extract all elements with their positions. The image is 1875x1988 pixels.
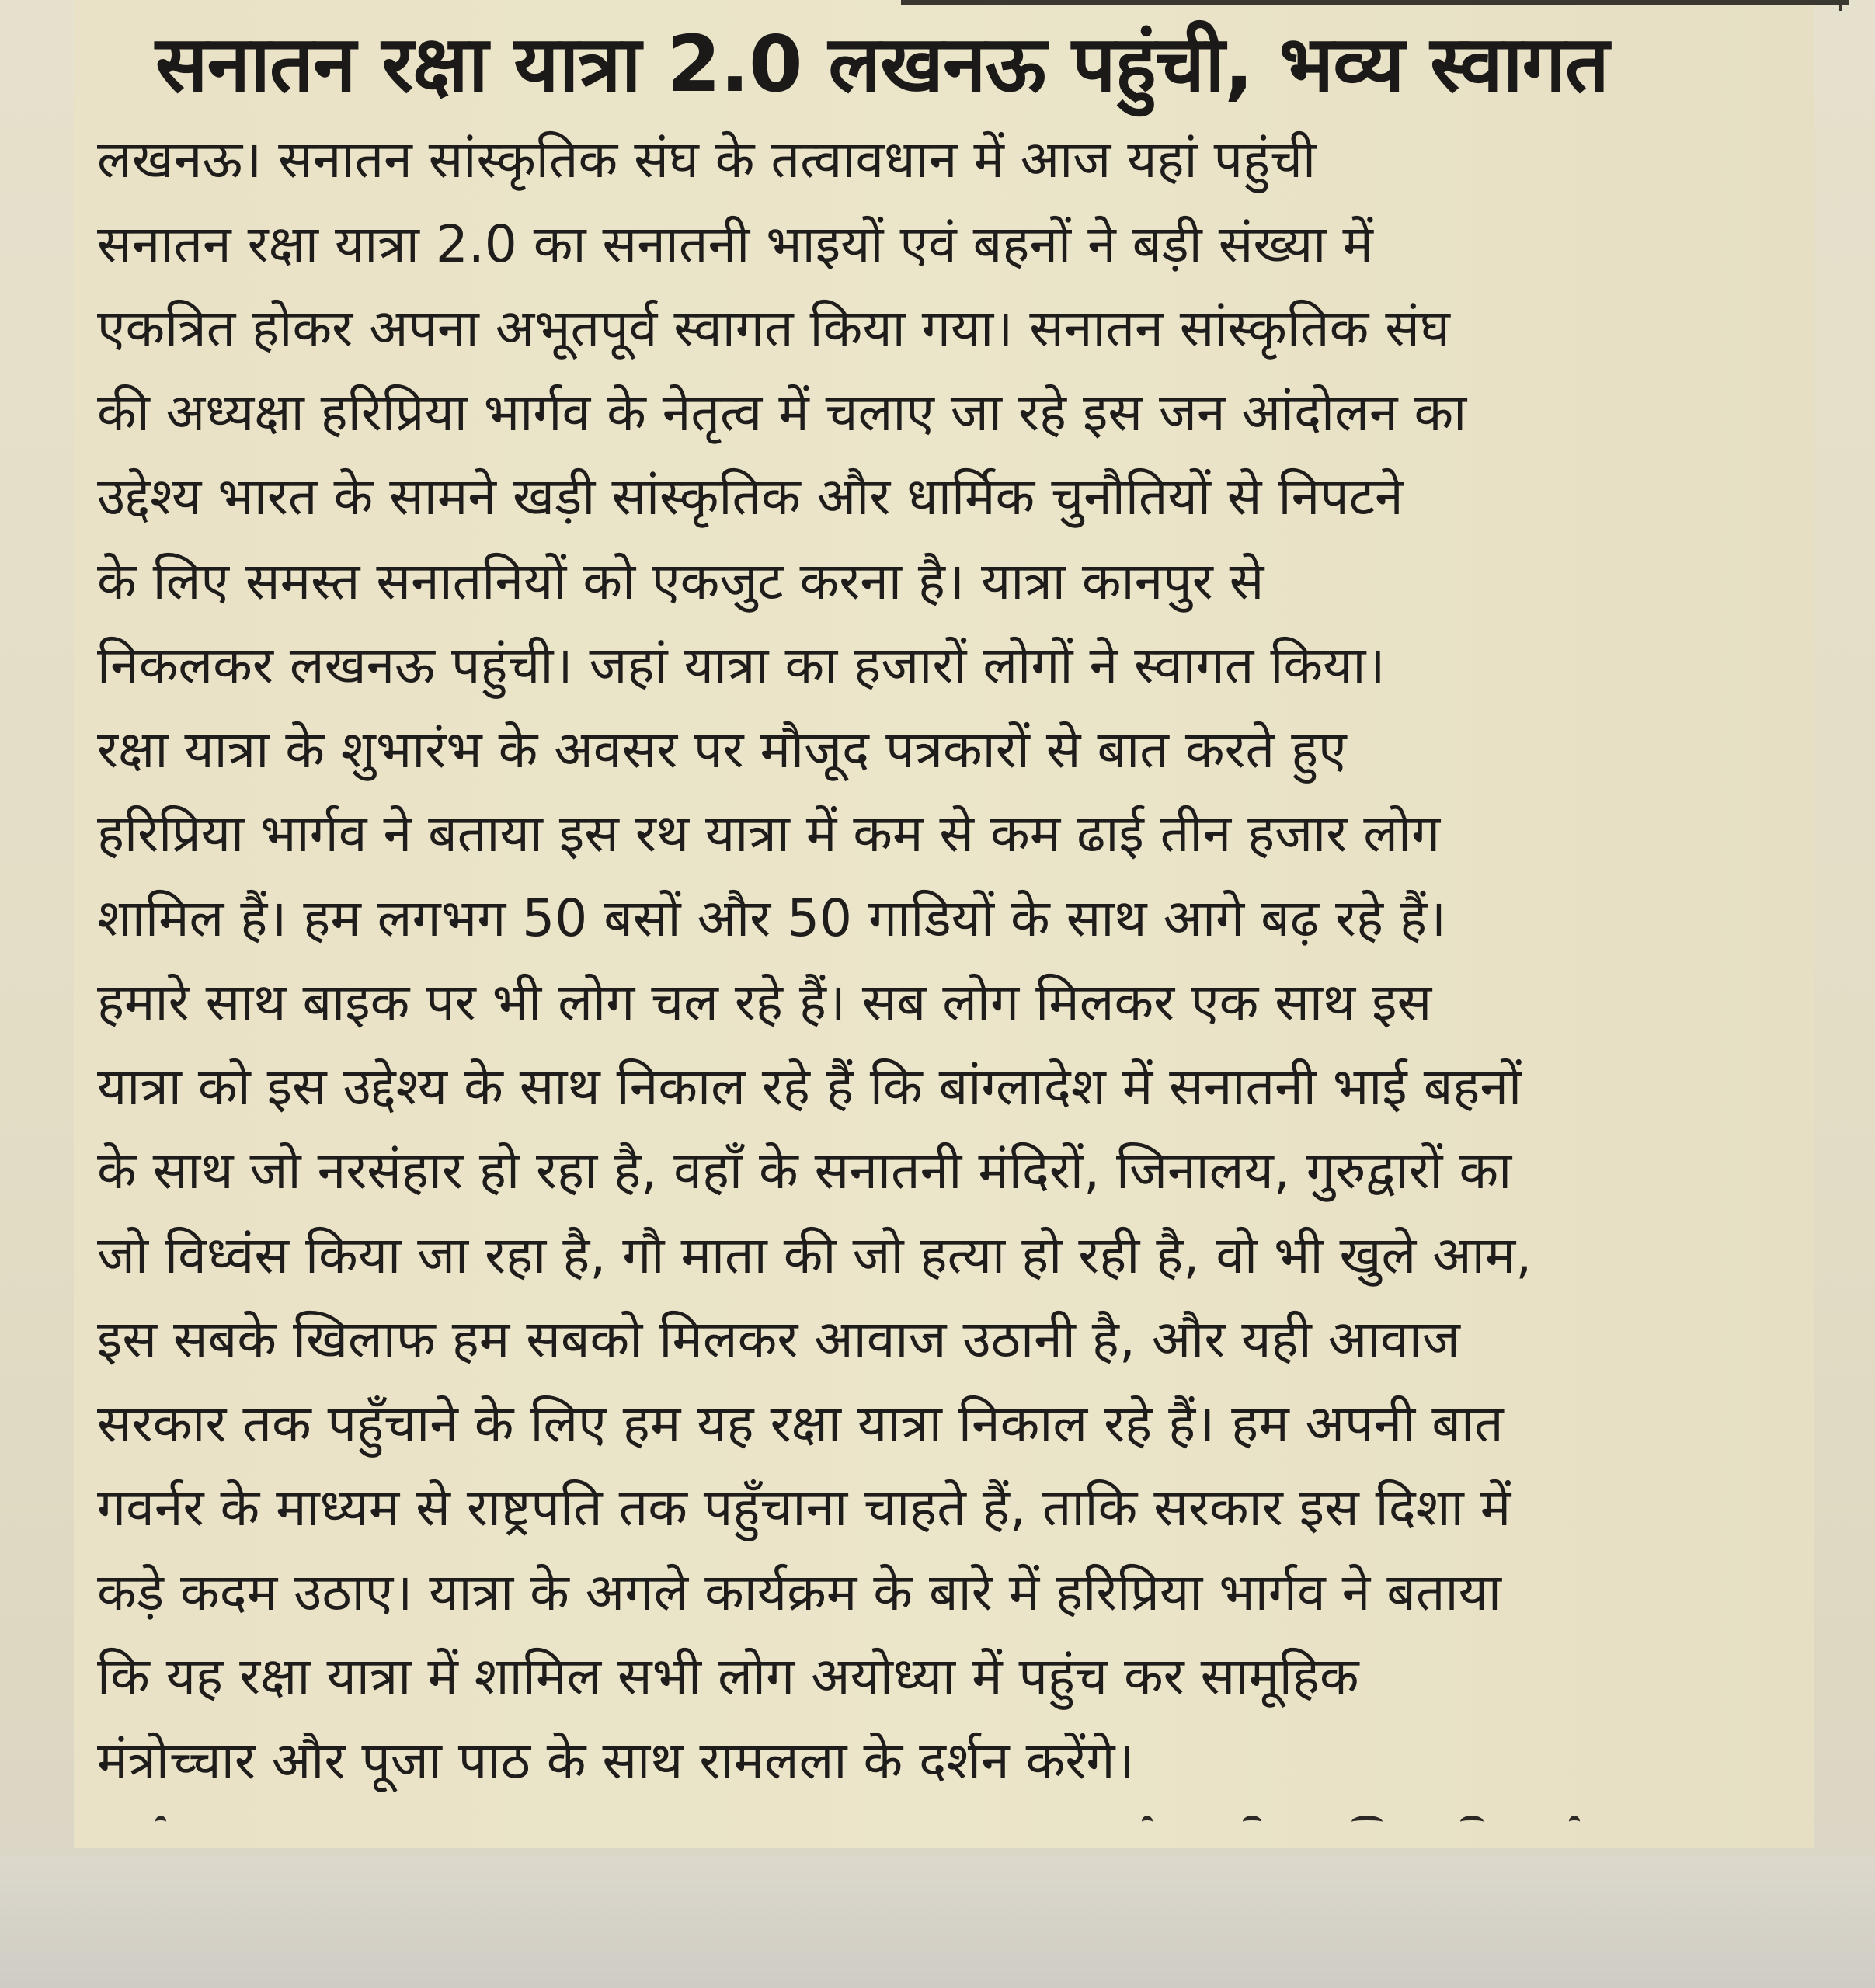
body-line-12: यात्रा को इस उद्देश्य के साथ निकाल रहे हैं कि बांग्लादेश में सनातनी भाई बहनों: [97, 1056, 1522, 1117]
column-divider-rule: [1839, 0, 1842, 11]
body-line-7: निकलकर लखनऊ पहुंची। जहां यात्रा का हजारों लोगों ने स्वागत किया।: [97, 635, 1386, 695]
body-line-9: हरिप्रिया भार्गव ने बताया इस रथ यात्रा में कम से कम ढाई तीन हजार लोग: [97, 804, 1441, 864]
body-line-14: जो विध्वंस किया जा रहा है, गौ माता की जो हत्या हो रही है, वो भी खुले आम,: [97, 1225, 1532, 1285]
body-line-10: शामिल हैं। हम लगभग 50 बसों और 50 गाडियों के साथ आगे बढ़ रहे हैं।: [97, 888, 1447, 948]
article-body: [97, 118, 1806, 1803]
article-headline: सनातन रक्षा यात्रा 2.0 लखनऊ पहुंची, भव्य स्वागत: [155, 19, 1609, 109]
body-line-1: लखनऊ। सनातन सांस्कृतिक संघ के तत्वावधान में आज यहां पहुंची: [97, 130, 1317, 189]
body-line-13: के साथ जो नरसंहार हो रहा है, वहाँ के सनातनी मंदिरों, जिनालय, गुरुद्वारों का: [97, 1141, 1512, 1201]
body-line-2: सनातन रक्षा यात्रा 2.0 का सनातनी भाइयों एवं बहनों ने बड़ी संख्या में: [97, 214, 1373, 274]
body-line-18: कड़े कदम उठाए। यात्रा के अगले कार्यक्रम के बारे में हरिप्रिया भार्गव ने बताया: [97, 1562, 1502, 1622]
body-line-19: कि यह रक्षा यात्रा में शामिल सभी लोग अयोध्या में पहुंच कर सामूहिक: [97, 1646, 1359, 1706]
body-line-17: गवर्नर के माध्यम से राष्ट्रपति तक पहुँचाना चाहते हैं, ताकि सरकार इस दिशा में: [97, 1478, 1511, 1538]
body-line-3: एकत्रित होकर अपना अभूतपूर्व स्वागत किया गया। सनातन सांस्कृतिक संघ: [97, 298, 1450, 358]
body-line-16: सरकार तक पहुँचाने के लिए हम यह रक्षा यात्रा निकाल रहे हैं। हम अपनी बात: [97, 1393, 1504, 1454]
body-line-15: इस सबके खिलाफ हम सबको मिलकर आवाज उठानी है, और यही आवाज: [97, 1309, 1460, 1369]
body-line-8: रक्षा यात्रा के शुभारंभ के अवसर पर मौजूद पत्रकारों से बात करते हुए: [97, 719, 1347, 780]
body-line-6: के लिए समस्त सनातनियों को एकजुट करना है। यात्रा कानपुर से: [97, 551, 1264, 611]
top-divider-rule: [901, 0, 1849, 5]
body-line-11: हमारे साथ बाइक पर भी लोग चल रहे हैं। सब लोग मिलकर एक साथ इस: [97, 972, 1432, 1032]
body-line-4: की अध्यक्षा हरिप्रिया भार्गव के नेतृत्व में चलाए जा रहे इस जन आंदोलन का: [97, 382, 1467, 443]
cropped-next-line: [140, 1809, 1647, 1833]
body-line-5: उद्देश्य भारत के सामने खड़ी सांस्कृतिक और धार्मिक चुनौतियों से निपटने: [97, 467, 1404, 527]
page-bottom-margin: [0, 1856, 1875, 1988]
body-line-20: मंत्रोच्चार और पूजा पाठ के साथ रामलला के दर्शन करेंगे।: [97, 1730, 1135, 1791]
